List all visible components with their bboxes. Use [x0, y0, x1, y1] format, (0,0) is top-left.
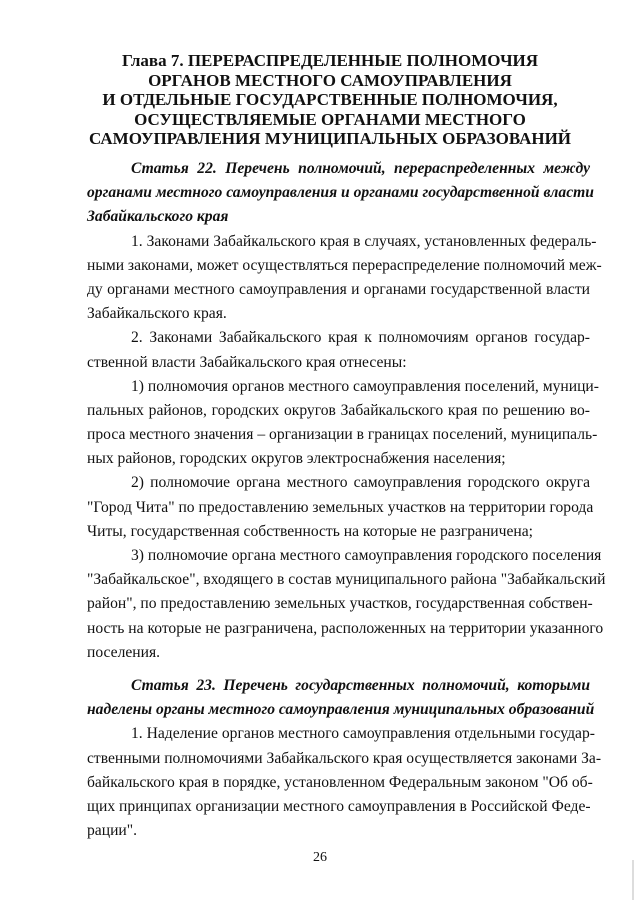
article-22-paragraph-1 — [87, 230, 602, 327]
paragraph-line: 2. Законами Забайкальского края к полномочиям органов государ- — [131, 329, 590, 347]
paragraph-line: 1) полномочия органов местного самоуправления поселений, муници- — [131, 377, 599, 395]
chapter-heading-line: САМОУПРАВЛЕНИЯ МУНИЦИПАЛЬНЫХ ОБРАЗОВАНИЙ — [88, 129, 572, 148]
paragraph-line: щих принципах организации местного самоуправления в Российской Феде- — [87, 797, 591, 815]
chapter-heading-line: ОРГАНОВ МЕСТНОГО САМОУПРАВЛЕНИЯ — [148, 70, 512, 90]
article-22-item-1 — [87, 375, 599, 472]
paragraph-line: "Забайкальское", входящего в состав муниципального района "Забайкальский — [87, 571, 606, 589]
paragraph-line: 3) полномочие органа местного самоуправления городского поселения — [131, 547, 602, 564]
paragraph-line: "Город Чита" по предоставлению земельных участков на территории города — [87, 498, 594, 516]
chapter-heading-line: И ОТДЕЛЬНЫЕ ГОСУДАРСТВЕННЫЕ ПОЛНОМОЧИЯ, — [102, 90, 558, 109]
article-23-title — [87, 674, 595, 722]
article-title-line: Статья 23. Перечень государственных полномочий, которыми — [131, 676, 590, 694]
chapter-heading-line: Глава 7. ПЕРЕРАСПРЕДЕЛЕННЫЕ ПОЛНОМОЧИЯ — [121, 51, 539, 70]
article-22-title — [87, 157, 594, 230]
article-22-item-3 — [87, 544, 606, 665]
paragraph-line: Читы, государственная собственность на которые не разграничена; — [87, 522, 534, 540]
page-number: 26 — [313, 850, 327, 865]
document-body — [87, 157, 606, 843]
article-title-line: наделены органы местного самоуправления муниципальных образований — [87, 701, 595, 719]
paragraph-line: ными законами, может осуществляться перераспределение полномочий меж- — [87, 256, 602, 274]
article-23-paragraph-1 — [87, 722, 602, 843]
paragraph-line: район", по предоставлению земельных участков, государственная собствен- — [87, 595, 593, 613]
section-gap — [87, 665, 590, 674]
paragraph-line: ственными полномочиями Забайкальского края осуществляется законами За- — [87, 749, 602, 767]
paragraph-line: байкальского края в порядке, установленном Федеральным законом "Об об- — [87, 773, 593, 791]
paragraph-line: Забайкальского края. — [87, 305, 227, 323]
paragraph-line: 2) полномочие органа местного самоуправления городского округа — [131, 474, 590, 492]
article-22-item-2 — [87, 471, 594, 544]
article-title-line: органами местного самоуправления и органами государственной власти — [87, 184, 594, 202]
paragraph-line: поселения. — [87, 643, 161, 661]
article-title-line: Статья 22. Перечень полномочий, перераспределенных между — [131, 160, 590, 177]
chapter-heading — [60, 51, 600, 149]
paragraph-line: 1. Наделение органов местного самоуправления отдельными государ- — [131, 725, 595, 743]
paragraph-line: ных районов, городских округов электроснабжения населения; — [87, 450, 506, 468]
paragraph-line: ду органами местного самоуправления и органами государственной власти — [87, 280, 590, 298]
paragraph-line: проса местного значения – организации в границах поселений, муниципаль- — [87, 426, 598, 444]
article-22-paragraph-2 — [87, 326, 590, 374]
paragraph-line: пальных районов, городских округов Забайкальского края по решению во- — [87, 401, 590, 419]
article-title-line: Забайкальского края — [87, 208, 229, 226]
paragraph-line: ность на которые не разграничена, расположенных на территории указанного — [87, 619, 604, 637]
paragraph-line: 1. Законами Забайкальского края в случаях, установленных федераль- — [131, 232, 597, 250]
scan-edge-mark — [632, 860, 634, 900]
paragraph-line: ственной власти Забайкальского края отнесены: — [87, 353, 407, 371]
paragraph-line: рации". — [87, 822, 138, 840]
chapter-heading-line: ОСУЩЕСТВЛЯЕМЫЕ ОРГАНАМИ МЕСТНОГО — [134, 109, 526, 129]
